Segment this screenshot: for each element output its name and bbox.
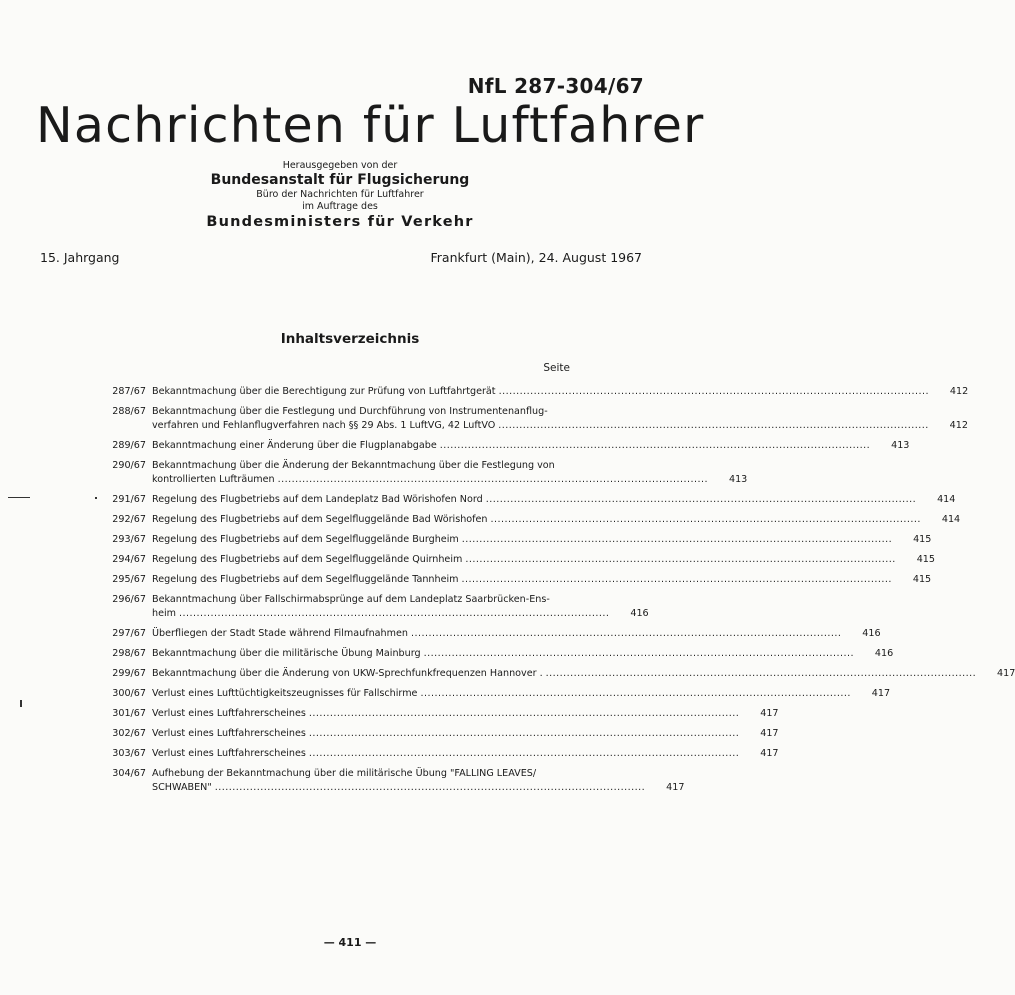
toc-entry-body — [152, 405, 968, 433]
toc-entry — [110, 553, 935, 567]
toc-entry-text: kontrollierten Lufträumen — [152, 474, 275, 485]
toc-entry-line — [152, 667, 1015, 681]
toc-entry-line — [152, 459, 747, 473]
toc-entry-page: 417 — [760, 728, 779, 739]
toc-entry-text: Bekanntmachung über die Änderung von UKW-Sprechfunkfrequenzen Hannover . — [152, 668, 543, 679]
dot-leader — [176, 607, 611, 621]
toc-entry — [110, 747, 779, 761]
toc-entry — [110, 707, 779, 721]
toc-entry-body — [152, 767, 684, 795]
page-number: — 411 — — [323, 936, 377, 949]
toc-entry-line — [152, 513, 960, 527]
dot-leader — [275, 473, 710, 487]
toc-entry-page: 417 — [666, 782, 685, 793]
toc-entry — [110, 533, 932, 547]
dot-leader — [462, 553, 897, 567]
toc-entry-number: 304/67 — [112, 768, 146, 779]
toc-entry-page: 417 — [760, 748, 779, 759]
toc-entry-line — [152, 647, 893, 661]
toc-entry-page: 416 — [874, 648, 894, 659]
toc-entry-text: Überfliegen der Stadt Stade während Filmaufnahmen — [152, 628, 408, 639]
toc-entry-line — [152, 607, 649, 621]
toc-entry — [110, 627, 881, 641]
toc-entry-body — [152, 439, 909, 453]
toc-entry-line — [152, 405, 968, 419]
dot-leader — [459, 573, 894, 587]
toc-entry — [110, 513, 961, 527]
toc-entry-body — [152, 513, 960, 527]
toc-entry-text: Aufhebung der Bekanntmachung über die militärische Übung "FALLING LEAVES/ — [152, 768, 537, 779]
toc-entry-page: 417 — [760, 708, 779, 719]
publisher-line-4: im Auftrage des — [302, 201, 378, 213]
toc-entry-number: 295/67 — [112, 574, 146, 585]
toc-entry — [110, 459, 748, 487]
table-of-contents — [110, 385, 1015, 801]
dot-leader — [488, 513, 923, 527]
toc-entry-line — [152, 627, 881, 641]
toc-entry — [110, 687, 891, 701]
toc-entry-body — [152, 553, 935, 567]
toc-entry-text: Bekanntmachung einer Änderung über die Flugplanabgabe — [152, 440, 437, 451]
toc-entry-page: 415 — [913, 534, 932, 545]
toc-entry-number: 300/67 — [112, 688, 146, 699]
toc-entry-number: 299/67 — [112, 668, 146, 679]
toc-entry-page: 417 — [871, 688, 891, 699]
dot-leader — [496, 385, 931, 399]
toc-entry-body — [152, 707, 779, 721]
dot-leader — [408, 627, 843, 641]
toc-entry-text: Verlust eines Luftfahrerscheines — [152, 728, 306, 739]
toc-entry-text: Bekanntmachung über die Berechtigung zur Prüfung von Luftfahrtgerät — [152, 386, 496, 397]
margin-dash — [8, 497, 30, 498]
toc-entry-number: 301/67 — [112, 708, 146, 719]
volume: 15. Jahrgang — [40, 250, 120, 265]
toc-entry-text: SCHWABEN" — [152, 782, 212, 793]
toc-entry-number: 294/67 — [112, 554, 146, 565]
publisher-line-5: Bundesministers für Verkehr — [206, 214, 474, 231]
toc-entry — [110, 493, 956, 507]
toc-entry-text: Regelung des Flugbetriebs auf dem Segelfluggelände Bad Wörishofen — [152, 514, 488, 525]
toc-entry-number: 287/67 — [112, 386, 146, 397]
toc-entry-number: 293/67 — [112, 534, 146, 545]
toc-entry — [110, 593, 649, 621]
dot-leader — [495, 419, 930, 433]
toc-entry — [110, 439, 910, 453]
toc-entry-body — [152, 727, 779, 741]
toc-entry-body — [152, 647, 893, 661]
toc-entry-text: Bekanntmachung über die Änderung der Bekanntmachung über die Festlegung von — [152, 460, 555, 471]
toc-entry-page: 416 — [630, 608, 649, 619]
toc-entry-number: 303/67 — [112, 748, 146, 759]
toc-entry-page: 417 — [997, 668, 1015, 679]
dot-leader — [306, 747, 741, 761]
page-column-label: Seite — [543, 362, 570, 374]
toc-entry-body — [152, 573, 931, 587]
toc-entry-number: 292/67 — [112, 514, 146, 525]
toc-entry-line — [152, 593, 649, 607]
toc-entry-line — [152, 727, 779, 741]
toc-entry-number: 291/67 — [112, 494, 146, 505]
toc-entry-text: Regelung des Flugbetriebs auf dem Segelfluggelände Quirnheim — [152, 554, 463, 565]
toc-entry-page: 413 — [728, 474, 748, 485]
toc-entry-body — [152, 627, 881, 641]
toc-entry-body — [152, 459, 747, 487]
publisher-line-2: Bundesanstalt für Flugsicherung — [210, 171, 470, 188]
toc-entry-line — [152, 687, 890, 701]
margin-tick — [20, 700, 22, 707]
toc-entry-line — [152, 707, 779, 721]
toc-entry-text: Verlust eines Luftfahrerscheines — [152, 708, 306, 719]
toc-entry-line — [152, 439, 909, 453]
toc-entry-body — [152, 533, 931, 547]
masthead-title: Nachrichten für Luftfahrer — [36, 97, 705, 154]
toc-entry-line — [152, 747, 779, 761]
toc-entry-number: 290/67 — [112, 460, 146, 471]
toc-entry-text: Bekanntmachung über Fallschirmabsprünge auf dem Landeplatz Saarbrücken-Ens- — [152, 594, 550, 605]
toc-entry-page: 413 — [891, 440, 910, 451]
toc-entry-body — [152, 385, 968, 399]
toc-entry-text: Verlust eines Luftfahrerscheines — [152, 748, 306, 759]
dot-leader — [421, 647, 856, 661]
toc-entry-body — [152, 687, 890, 701]
dot-leader — [417, 687, 852, 701]
toc-entry-line — [152, 573, 931, 587]
margin-dot — [95, 497, 97, 499]
toc-entry-text: Regelung des Flugbetriebs auf dem Segelfluggelände Burgheim — [152, 534, 459, 545]
dot-leader — [306, 707, 741, 721]
toc-entry-number: 289/67 — [112, 440, 146, 451]
toc-entry-number: 296/67 — [112, 594, 146, 605]
toc-entry-line — [152, 533, 931, 547]
toc-entry — [110, 727, 779, 741]
issue-number: NfL 287-304/67 — [467, 74, 644, 98]
toc-entry-line — [152, 493, 955, 507]
toc-entry — [110, 667, 1015, 681]
toc-entry-line — [152, 553, 935, 567]
toc-entry-line — [152, 767, 684, 781]
toc-entry-text: Regelung des Flugbetriebs auf dem Segelfluggelände Tannheim — [152, 574, 459, 585]
toc-entry-body — [152, 593, 649, 621]
toc-title: Inhaltsverzeichnis — [280, 331, 420, 347]
toc-entry-page: 414 — [941, 514, 961, 525]
toc-entry — [110, 767, 685, 795]
publisher-line-1: Herausgegeben von der — [282, 160, 398, 171]
dot-leader — [459, 533, 894, 547]
dot-leader — [543, 667, 978, 681]
toc-entry-page: 412 — [949, 420, 968, 431]
toc-entry-page: 412 — [949, 386, 969, 397]
toc-entry — [110, 647, 894, 661]
toc-entry-page: 415 — [916, 554, 935, 565]
toc-entry — [110, 405, 968, 433]
toc-entry-line — [152, 781, 684, 795]
dot-leader — [306, 727, 741, 741]
toc-entry-number: 298/67 — [112, 648, 146, 659]
toc-entry-text: Verlust eines Lufttüchtigkeitszeugnisses für Fallschirme — [152, 688, 418, 699]
toc-entry-page: 415 — [912, 574, 932, 585]
toc-entry — [110, 573, 932, 587]
toc-entry-line — [152, 385, 968, 399]
toc-entry-text: heim — [152, 608, 176, 619]
publisher-line-3: Büro der Nachrichten für Luftfahrer — [256, 189, 424, 201]
publisher-block — [200, 160, 480, 231]
toc-entry-text: verfahren und Fehlanflugverfahren nach §§ 29 Abs. 1 LuftVG, 42 LuftVO — [152, 420, 496, 431]
dot-leader — [212, 781, 647, 795]
toc-entry — [110, 385, 969, 399]
toc-entry-page: 414 — [937, 494, 956, 505]
toc-entry-body — [152, 667, 1015, 681]
toc-entry-text: Bekanntmachung über die Festlegung und Durchführung von Instrumentenanflug- — [152, 406, 548, 417]
toc-entry-number: 297/67 — [112, 628, 146, 639]
toc-entry-number: 288/67 — [112, 406, 146, 417]
toc-entry-line — [152, 419, 968, 433]
toc-entry-page: 416 — [862, 628, 881, 639]
toc-entry-text: Regelung des Flugbetriebs auf dem Landeplatz Bad Wörishofen Nord — [152, 494, 483, 505]
toc-entry-body — [152, 493, 955, 507]
toc-entry-number: 302/67 — [112, 728, 146, 739]
toc-entry-line — [152, 473, 747, 487]
toc-entry-text: Bekanntmachung über die militärische Übung Mainburg — [152, 648, 421, 659]
dot-leader — [483, 493, 918, 507]
toc-entry-body — [152, 747, 779, 761]
place-date: Frankfurt (Main), 24. August 1967 — [430, 250, 642, 265]
dot-leader — [437, 439, 872, 453]
